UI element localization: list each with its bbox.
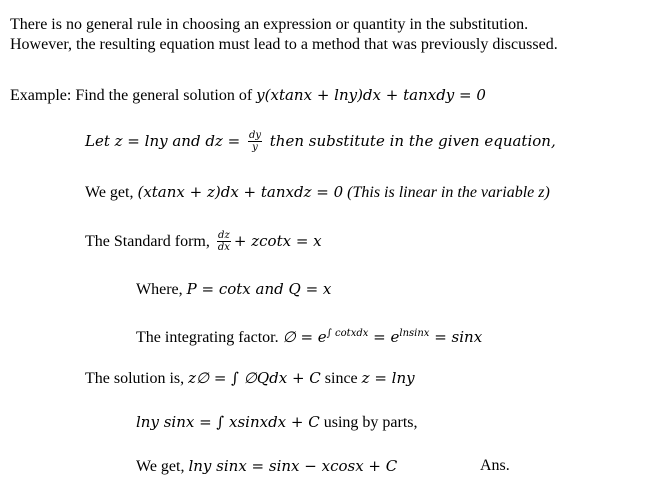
by-parts-equation: lny sinx = ∫ xsinxdx + C bbox=[136, 413, 320, 431]
where-equation: P = cotx and Q = x bbox=[186, 280, 332, 298]
exponent-lnsinx: lnsinx bbox=[399, 328, 430, 339]
substitution-line bbox=[85, 131, 556, 154]
example-equation: y(xtanx + lny)dx + tanxdy = 0 bbox=[256, 86, 486, 104]
where-line bbox=[136, 279, 331, 300]
standard-form-line bbox=[85, 231, 322, 254]
final-label: We get, bbox=[136, 458, 189, 475]
dy-over-y-fraction bbox=[248, 130, 262, 153]
since-label: since bbox=[320, 370, 362, 387]
by-parts-note: using by parts, bbox=[319, 414, 418, 431]
phi-equals-e: ∅ = e bbox=[282, 328, 327, 346]
dz-over-dx-fraction bbox=[217, 230, 231, 253]
standard-form-label: The Standard form, bbox=[85, 233, 214, 251]
fraction-numerator: dz bbox=[218, 230, 230, 241]
substitution-let: Let z = lny and dz = bbox=[85, 132, 245, 151]
fraction-numerator: dy bbox=[248, 130, 261, 141]
intro-line-2: However, the resulting equation must lead to a method that was previously discussed. bbox=[10, 36, 558, 53]
final-equation: lny sinx = sinx − xcosx + C bbox=[188, 457, 398, 475]
equals-e: = e bbox=[368, 328, 400, 346]
final-line bbox=[136, 456, 397, 477]
intro-line-1: There is no general rule in choosing an expression or quantity in the substitution. bbox=[10, 16, 529, 33]
example-label: Example: Find the general solution of bbox=[10, 87, 257, 104]
equals-sinx: = sinx bbox=[429, 328, 483, 346]
since-equation: z = lny bbox=[361, 369, 415, 387]
we-get-label: We get, bbox=[85, 184, 138, 201]
standard-form-equation: + zcotx = x bbox=[233, 232, 322, 251]
answer-label: Ans. bbox=[480, 457, 510, 474]
linear-note: (This is linear in the variable z) bbox=[343, 184, 550, 201]
solution-equation: z∅ = ∫ ∅Qdx + C bbox=[188, 369, 321, 387]
substitution-instruction: then substitute in the given equation, bbox=[265, 132, 556, 151]
we-get-line bbox=[85, 182, 550, 203]
solution-line bbox=[85, 368, 415, 389]
by-parts-line bbox=[136, 412, 418, 433]
integrating-factor-line bbox=[136, 324, 482, 348]
integrating-factor-label: The integrating factor. bbox=[136, 329, 283, 346]
where-label: Where, bbox=[136, 281, 187, 298]
linear-equation: (xtanx + z)dx + tanxdz = 0 bbox=[137, 183, 344, 201]
example-line bbox=[10, 85, 486, 106]
fraction-denominator: y bbox=[252, 142, 258, 153]
exponent-integral-cotx: ∫ cotxdx bbox=[326, 328, 369, 339]
fraction-denominator: dx bbox=[217, 242, 230, 253]
solution-label: The solution is, bbox=[85, 370, 189, 387]
